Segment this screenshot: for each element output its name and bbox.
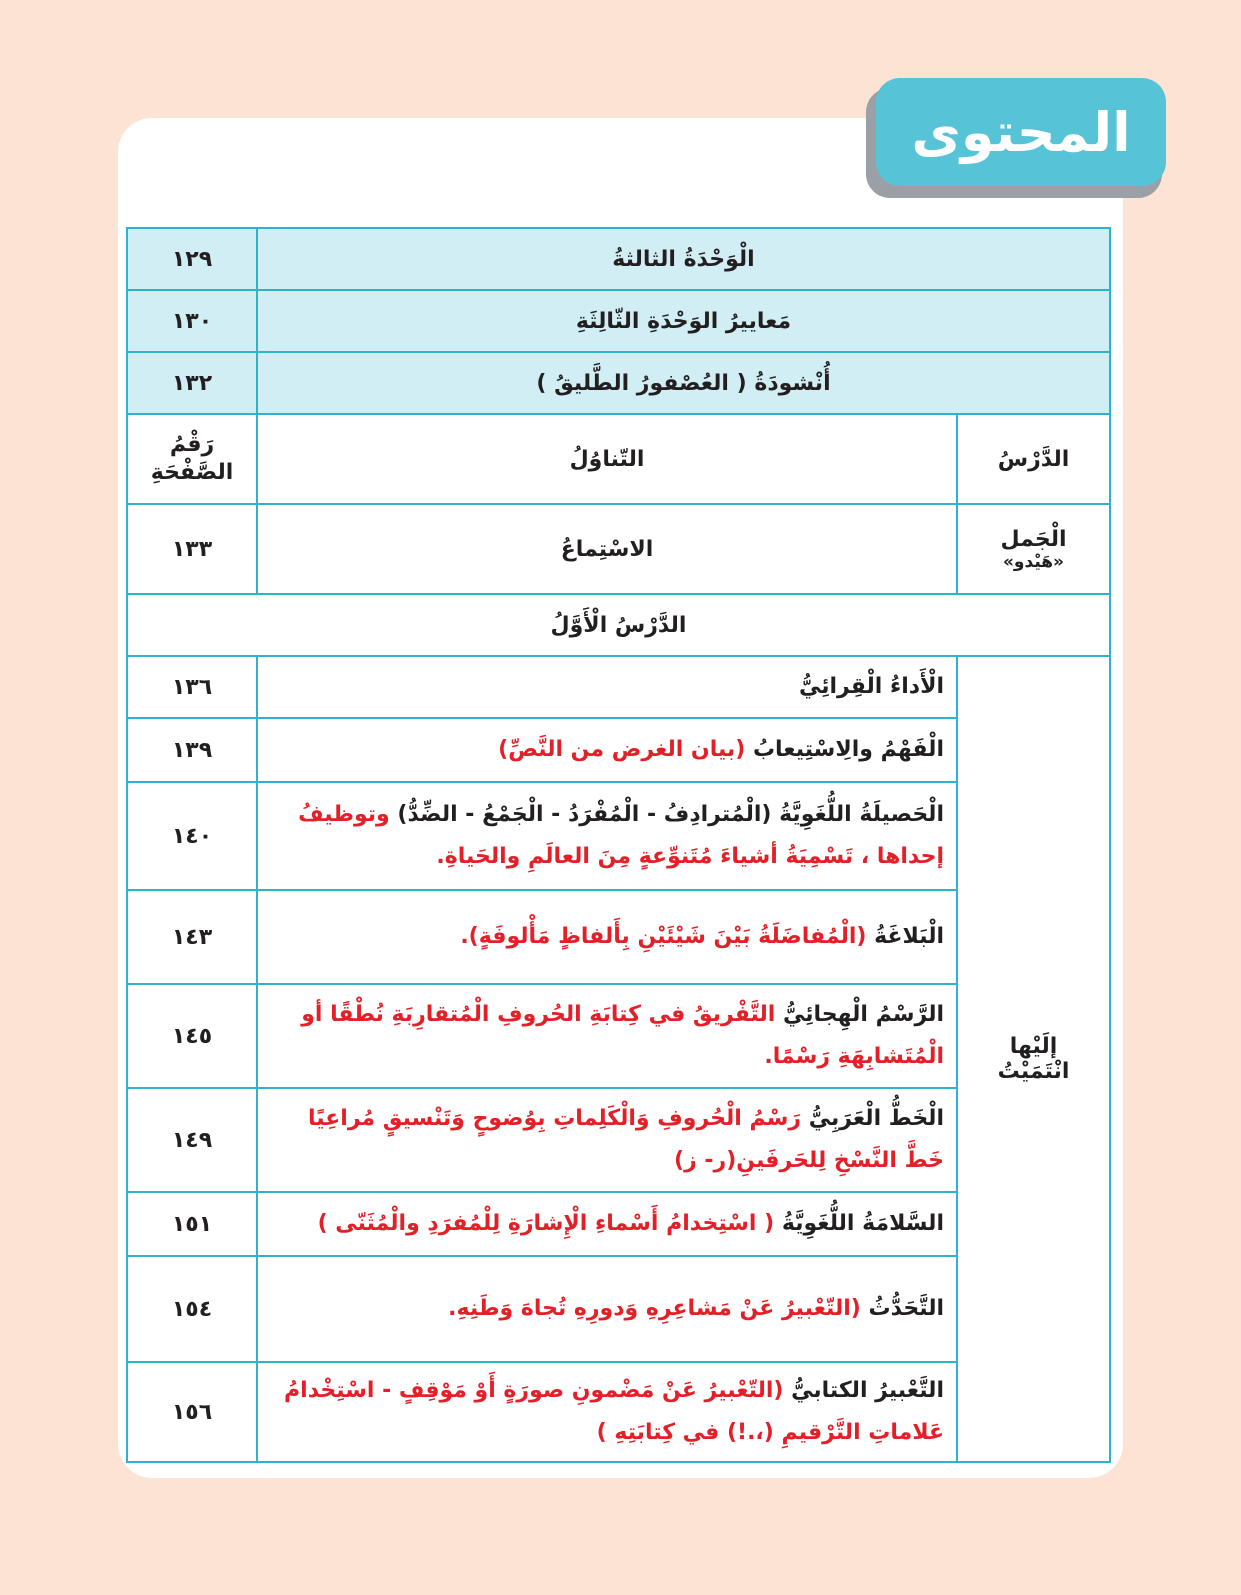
listening-lesson bbox=[957, 504, 1110, 594]
lesson-content bbox=[257, 718, 957, 782]
row-detail: التَّفْريقُ في كِتابَةِ الحُروفِ الْمُتقارِبَةِ نُطْقًا أو الْمُتَشابِهَةِ رَسْمًا. bbox=[301, 1002, 944, 1069]
unit-title: الْوَحْدَةُ الثالثةُ bbox=[257, 228, 1110, 290]
unit-row bbox=[127, 352, 1110, 414]
header-row bbox=[127, 414, 1110, 504]
row-label: الْبَلاغَةُ bbox=[874, 924, 944, 949]
row-label: الْأَداءُ الْقِرائِيُّ bbox=[798, 674, 944, 699]
lesson-name: إلَيْها انْتَمَيْتُ bbox=[957, 656, 1110, 1462]
first-lesson-label: الدَّرْسُ الْأَوَّلُ bbox=[127, 594, 1110, 656]
unit-title: أُنْشودَةُ ( العُصْفورُ الطَّليقُ ) bbox=[257, 352, 1110, 414]
header-lesson: الدَّرْسُ bbox=[957, 414, 1110, 504]
lesson-content bbox=[257, 1362, 957, 1462]
first-lesson-row bbox=[127, 594, 1110, 656]
row-label: الرَّسْمُ الْهِجائِيُّ bbox=[783, 1002, 944, 1027]
page-number: ١٣٦ bbox=[127, 656, 257, 718]
row-detail: ( اسْتِخدامُ أَسْماءِ الْإِشارَةِ لِلْمُفرَدِ والْمُثَنّى ) bbox=[317, 1211, 775, 1236]
contents-table bbox=[126, 227, 1111, 1463]
title-tab bbox=[876, 78, 1166, 186]
listening-lesson-sub: «هَيْدو» bbox=[1002, 551, 1065, 572]
page-number: ١٣٢ bbox=[127, 352, 257, 414]
row-label: الْخَطُّ الْعَرَبِيُّ bbox=[808, 1106, 944, 1131]
page-number: ١٤٩ bbox=[127, 1088, 257, 1192]
page-number: ١٥٤ bbox=[127, 1256, 257, 1362]
page-number: ١٥٦ bbox=[127, 1362, 257, 1462]
row-detail: (الْمُفاضَلَةُ بَيْنَ شَيْئَيْنِ بِأَلفاظٍ مَأْلوفَةٍ). bbox=[460, 924, 867, 949]
row-detail: (التّعْبيرُ عَنْ مَشاعِرِهِ وَدورِهِ تُجاهَ وَطَنِهِ. bbox=[448, 1296, 861, 1321]
page-number: ١٤٥ bbox=[127, 984, 257, 1088]
row-label: التَّحَدُّثُ bbox=[868, 1296, 944, 1321]
lesson-content bbox=[257, 984, 957, 1088]
row-label: التَّعْبيرُ الكتابيُّ bbox=[791, 1378, 944, 1403]
lesson-content bbox=[257, 890, 957, 984]
row-label: السَّلامَةُ اللُّغَوِيَّةُ bbox=[781, 1211, 944, 1236]
lesson-content bbox=[257, 1192, 957, 1256]
lesson-row bbox=[127, 656, 1110, 718]
header-content: التّناوُلُ bbox=[257, 414, 957, 504]
lesson-content bbox=[257, 1256, 957, 1362]
row-detail: (التّعْبيرُ عَنْ مَضْمونِ صورَةٍ أَوْ مَوْقِفٍ - اسْتِخْدامُ عَلاماتِ التَّرْقيمِ (،.!) في كِتابَتِهِ ) bbox=[284, 1378, 944, 1445]
unit-row bbox=[127, 290, 1110, 352]
page-number: ١٤٠ bbox=[127, 782, 257, 890]
header-page: رَقْمُ الصَّفْحَةِ bbox=[127, 414, 257, 504]
unit-row bbox=[127, 228, 1110, 290]
page-number: ١٣٣ bbox=[127, 504, 257, 594]
page-number: ١٢٩ bbox=[127, 228, 257, 290]
row-detail: (بيان الغرض من النَّصِّ) bbox=[498, 737, 746, 762]
row-detail: رَسْمُ الْحُروفِ وَالْكَلِماتِ بِوُضوحٍ وَتَنْسيقٍ مُراعِيًا خَطَّ النَّسْخِ لِلحَرفَينِ(ر- ز) bbox=[308, 1106, 944, 1173]
page-title: المحتوى bbox=[911, 100, 1131, 164]
listening-row bbox=[127, 504, 1110, 594]
page-number: ١٣٠ bbox=[127, 290, 257, 352]
page-number: ١٤٣ bbox=[127, 890, 257, 984]
row-label: الْحَصيلَةُ اللُّغَوِيَّةُ (الْمُترادِفُ - الْمُفْرَدُ - الْجَمْعُ - الضِّدُّ) bbox=[397, 802, 944, 827]
page-number: ١٥١ bbox=[127, 1192, 257, 1256]
page-number: ١٣٩ bbox=[127, 718, 257, 782]
lesson-content bbox=[257, 782, 957, 890]
unit-title: مَعاييرُ الوَحْدَةِ الثّالِثَةِ bbox=[257, 290, 1110, 352]
listening-lesson-name: الْجَمل bbox=[1000, 526, 1067, 552]
listening-content: الاسْتِماعُ bbox=[257, 504, 957, 594]
row-detail: وتوظيفُ إحداها ، تَسْمِيَةُ أشياءَ مُتَنوِّعةٍ مِنَ العالَمِ والحَياةِ. bbox=[298, 802, 944, 869]
row-label: الْفَهْمُ والِاسْتِيعابُ bbox=[752, 737, 944, 762]
lesson-content bbox=[257, 1088, 957, 1192]
lesson-content bbox=[257, 656, 957, 718]
